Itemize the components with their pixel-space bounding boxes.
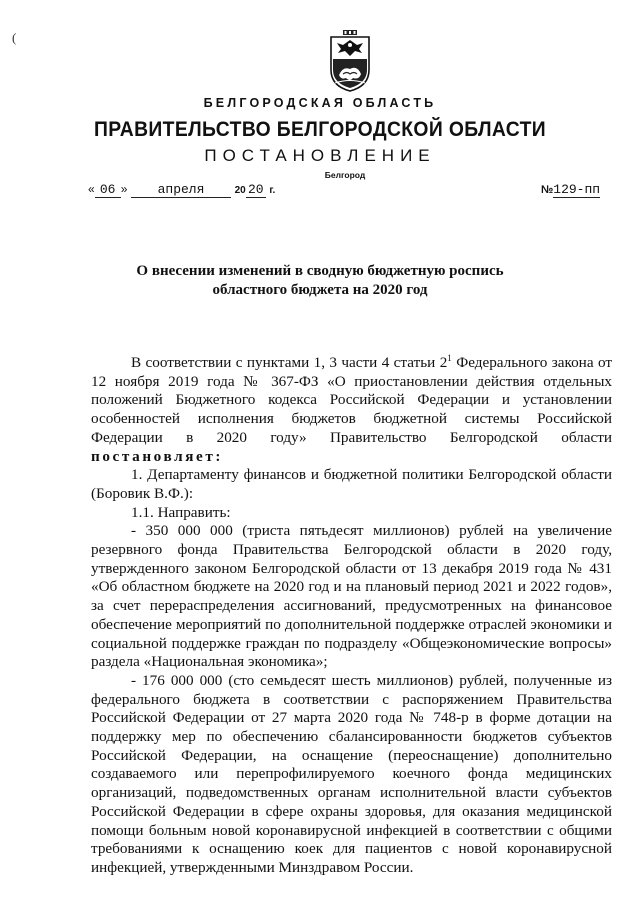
number-value: 129-пп [553, 182, 601, 197]
document-title [0, 262, 640, 300]
date-year-suffix: 20 [246, 182, 266, 198]
date-year-prefix: 20 [234, 185, 246, 196]
preamble-text-b: Федерального закона от 12 ноября 2019 года № 367-ФЗ «О приостановлении действия отдельных положений Бюджетного кодекса Российской Федерации и установлении особенностей исполнения бюджетов бюджетной системы Российской Федерации в 2020 году» Правительство Белгородской области [91, 354, 612, 446]
number-sign: № [541, 184, 554, 196]
date-day: 06 [95, 182, 121, 198]
date-open-quote: « [88, 182, 95, 196]
document-number [541, 181, 600, 198]
preamble-text-a: В соответствии с пунктами 1, 3 части 4 статьи 2 [131, 354, 448, 371]
document-date [88, 181, 275, 198]
date-close-quote: » [120, 182, 128, 196]
date-month: апреля [131, 182, 231, 198]
margin-mark: ( [12, 30, 17, 45]
title-line-2: областного бюджета на 2020 год [212, 282, 428, 298]
paragraph-preamble [91, 354, 612, 466]
resolves-word: постановляет: [91, 447, 224, 465]
document-body [91, 354, 612, 878]
region-name: БЕЛГОРОДСКАЯ ОБЛАСТЬ [203, 96, 437, 110]
paragraph-reserve-fund: - 350 000 000 (триста пятьдесят миллионов) рублей на увеличение резервного фонда Правительства Белгородской области в 2020 году, утвержденного законом Белгородской области от 13 декабря 2019 года № 431 «Об областном бюджете на 2020 год и на плановый период 2021 и 2022 годов», за счет перераспределения ассигнований, предусмотренных на финансовое обеспечение мероприятий по дополнительной поддержке отраслей экономики и социальной поддержке граждан по подразделу «Общеэкономические вопросы» раздела «Национальная экономика»; [91, 522, 612, 671]
date-year-mark: г. [269, 185, 276, 196]
title-line-1: О внесении изменений в сводную бюджетную роспись [136, 263, 504, 279]
paragraph-federal-grant: - 176 000 000 (сто семьдесят шесть миллионов) рублей, полученные из федерального бюджета в соответствии с распоряжением Правительства Российской Федерации от 27 марта 2020 года № 748-р в форме дотации на поддержку мер по обеспечению сбалансированности бюджетов субъектов Российской Федерации, на оснащение (переоснащение) дополнительно создаваемого или перепрофилируемого коечного фонда медицинских организаций, подведомственных органам исполнительной власти субъектов Российской Федерации в сфере охраны здоровья, для оказания медицинской помощи больным новой коронавирусной инфекцией в соответствии с общими требованиями к оснащению коек для пациентов с новой коронавирусной инфекцией, утвержденными Минздравом России. [91, 671, 612, 876]
government-name: ПРАВИТЕЛЬСТВО БЕЛГОРОДСКОЙ ОБЛАСТИ [93, 118, 547, 141]
paragraph-item-1-1: 1.1. Направить: [131, 503, 231, 521]
coat-of-arms-emblem [329, 30, 371, 92]
document-type: ПОСТАНОВЛЕНИЕ [204, 146, 436, 165]
preamble-superscript: 1 [447, 352, 452, 363]
paragraph-item-1: 1. Департаменту финансов и бюджетной политики Белгородской области (Боровик В.Ф.): [91, 466, 612, 502]
city-name: Белгород [324, 170, 366, 180]
